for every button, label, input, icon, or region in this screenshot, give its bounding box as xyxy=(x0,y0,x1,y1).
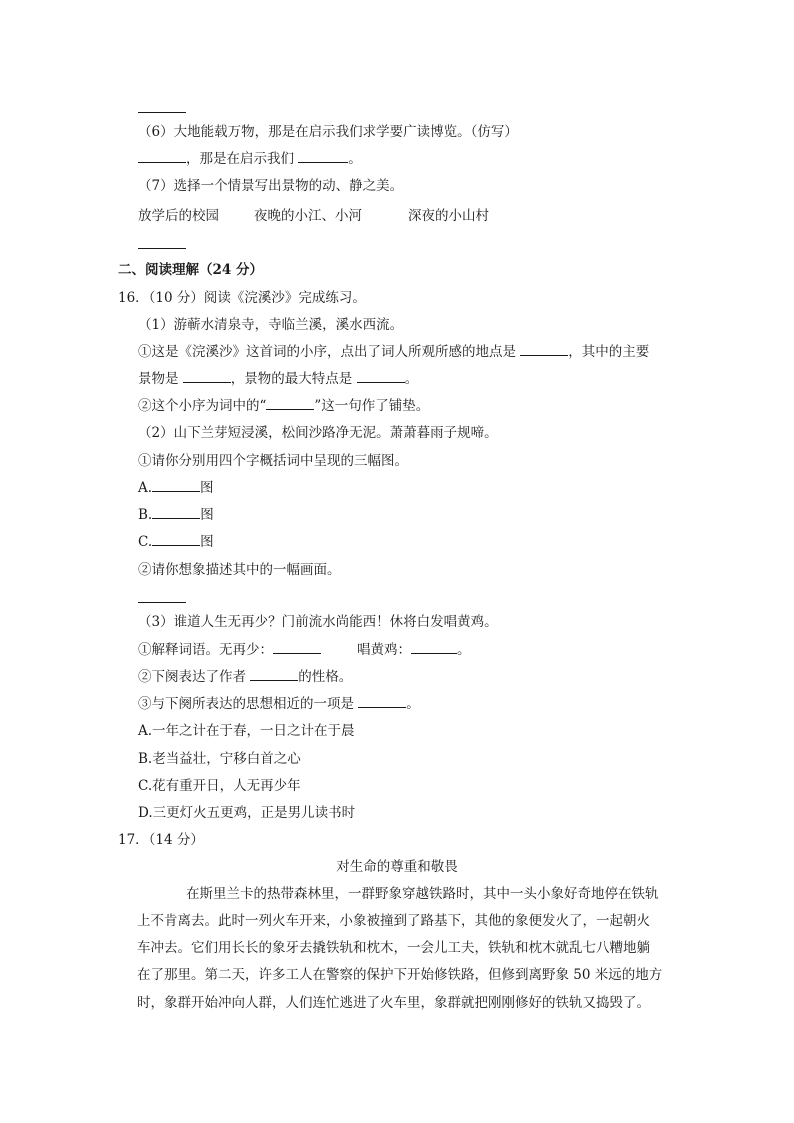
answer-blank[interactable] xyxy=(273,641,321,654)
article-line-3: 车冲去。它们用长长的象牙去撬铁轨和枕木，一会儿工夫，铁轨和枕木就乱七八糟地躺 xyxy=(137,940,650,956)
answer-blank[interactable] xyxy=(152,533,200,546)
q15-item7-text: （7）选择一个情景写出景物的动、静之美。 xyxy=(138,178,404,194)
q16-p3-q3: ③与下阕所表达的思想相近的一项是 。 xyxy=(138,696,420,712)
q15-option-1: 放学后的校园 xyxy=(138,208,219,224)
q16-option-c: C.花有重开日，人无再少年 xyxy=(138,778,301,794)
section-title: 二、阅读理解（24 分） xyxy=(118,262,263,278)
q16-part1: （1）游蕲水清泉寺，寺临兰溪，溪水西流。 xyxy=(138,317,404,333)
answer-blank[interactable] xyxy=(266,397,314,410)
answer-blank[interactable] xyxy=(138,236,186,254)
answer-blank[interactable] xyxy=(138,150,186,163)
q17-head: 17．（14 分） xyxy=(118,832,204,848)
q16-p3-q1: ①解释词语。无再少： 唱黄鸡： 。 xyxy=(138,642,471,658)
article-line-1: 在斯里兰卡的热带森林里，一群野象穿越铁路时，其中一头小象好奇地停在铁轨 xyxy=(186,886,659,902)
q16-p3-q2: ②下阕表达了作者 的性格。 xyxy=(138,669,353,685)
answer-blank[interactable] xyxy=(138,590,186,608)
q16-p1-q1-line1: ①这是《浣溪沙》这首词的小序，点出了词人所观所感的地点是 ，其中的主要 xyxy=(138,344,650,360)
article-line-4: 在了那里。第二天，许多工人在警察的保护下开始修铁路，但修到离野象 50 米远的地方 xyxy=(137,967,663,983)
q16-p2-q1: ①请你分别用四个字概括词中呈现的三幅图。 xyxy=(138,453,408,469)
q16-option-d: D.三更灯火五更鸡，正是男儿读书时 xyxy=(138,805,356,821)
q16-p1-q2: ②这个小序为词中的“ ”这一句作了铺垫。 xyxy=(138,398,430,414)
q16-head: 16．（10 分）阅读《浣溪沙》完成练习。 xyxy=(118,290,366,306)
q16-p2-q2: ②请你想象描述其中的一幅画面。 xyxy=(138,562,341,578)
q15-option-2: 夜晚的小江、小河 xyxy=(254,208,362,224)
article-line-2: 上不肯离去。此时一列火车开来，小象被撞到了路基下，其他的象便发火了，一起朝火 xyxy=(137,913,650,929)
q16-part3: （3）谁道人生无再少？门前流水尚能西！休将白发唱黄鸡。 xyxy=(138,614,498,630)
q16-p2-option-b: B. 图 xyxy=(138,507,214,523)
article-title: 对生命的尊重和敬畏 xyxy=(336,859,458,875)
article-line-5: 时，象群开始冲向人群，人们连忙逃进了火车里，象群就把刚刚修好的铁轨又捣毁了。 xyxy=(137,995,650,1011)
q16-p2-option-c: C. 图 xyxy=(138,534,214,550)
q15-item6-fill: ，那是在启示我们 。 xyxy=(138,150,362,168)
answer-blank[interactable] xyxy=(520,343,568,356)
answer-blank[interactable] xyxy=(152,479,200,492)
answer-blank[interactable] xyxy=(138,100,186,118)
q15-item6-text: （6）大地能载万物，那是在启示我们求学要广读博览。（仿写） xyxy=(138,124,518,140)
q16-part2: （2）山下兰芽短浸溪，松间沙路净无泥。萧萧暮雨子规啼。 xyxy=(138,425,498,441)
q16-option-a: A.一年之计在于春，一日之计在于晨 xyxy=(138,723,355,739)
answer-blank[interactable] xyxy=(250,668,298,681)
answer-blank[interactable] xyxy=(357,370,405,383)
answer-blank[interactable] xyxy=(152,506,200,519)
q16-p1-q1-line2: 景物是 ，景物的最大特点是 。 xyxy=(138,371,419,387)
q16-p2-option-a: A. 图 xyxy=(138,480,214,496)
q15-option-3: 深夜的小山村 xyxy=(408,208,489,224)
q16-option-b: B.老当益壮，宁移白首之心 xyxy=(138,751,301,767)
answer-blank[interactable] xyxy=(183,370,231,383)
answer-blank[interactable] xyxy=(411,641,457,654)
answer-blank[interactable] xyxy=(298,150,348,163)
answer-blank[interactable] xyxy=(358,695,406,708)
